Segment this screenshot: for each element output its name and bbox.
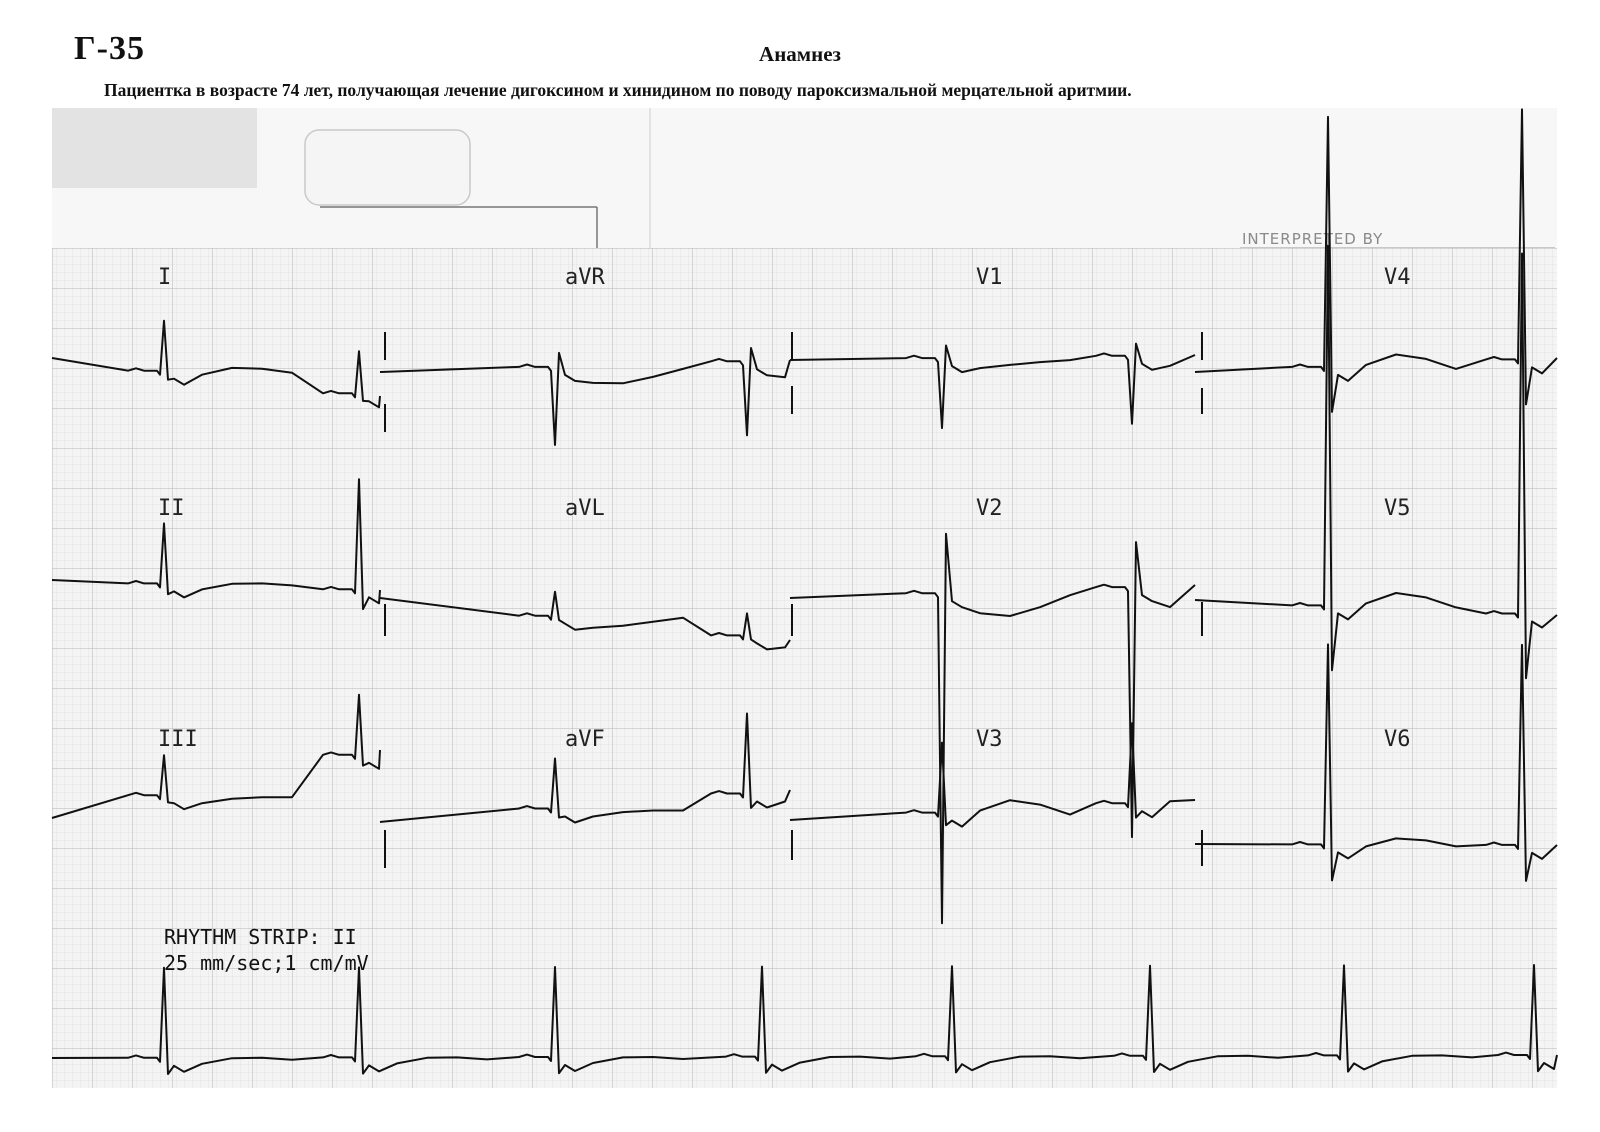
lead-label-V6: V6 (1384, 727, 1411, 752)
lead-label-aVF: aVF (565, 727, 605, 752)
lead-label-III: III (158, 727, 198, 752)
rhythm-strip-settings: 25 mm/sec;1 cm/mV (164, 951, 369, 975)
page-heading: Анамнез (759, 42, 841, 66)
case-id: Г-35 (74, 30, 145, 67)
lead-label-V3: V3 (976, 727, 1003, 752)
paper-header-area (52, 108, 1557, 248)
lead-label-V5: V5 (1384, 496, 1411, 521)
lead-label-II: II (158, 496, 185, 521)
interpreted-by-label: INTERPRETED BY (1242, 230, 1384, 248)
paper-label-sticker (305, 130, 470, 205)
lead-label-I: I (158, 265, 172, 290)
lead-label-V4: V4 (1384, 265, 1411, 290)
lead-label-aVL: aVL (565, 496, 605, 521)
rhythm-strip-label: RHYTHM STRIP: II (164, 925, 357, 949)
lead-label-V2: V2 (976, 496, 1003, 521)
lead-label-aVR: aVR (565, 265, 605, 290)
patient-history: Пациентка в возрасте 74 лет, получающая лечение дигоксином и хинидином по поводу пароксизмальной мерцательной аритмии. (104, 80, 1132, 100)
lead-label-V1: V1 (976, 265, 1003, 290)
paper-stamp (52, 108, 257, 188)
